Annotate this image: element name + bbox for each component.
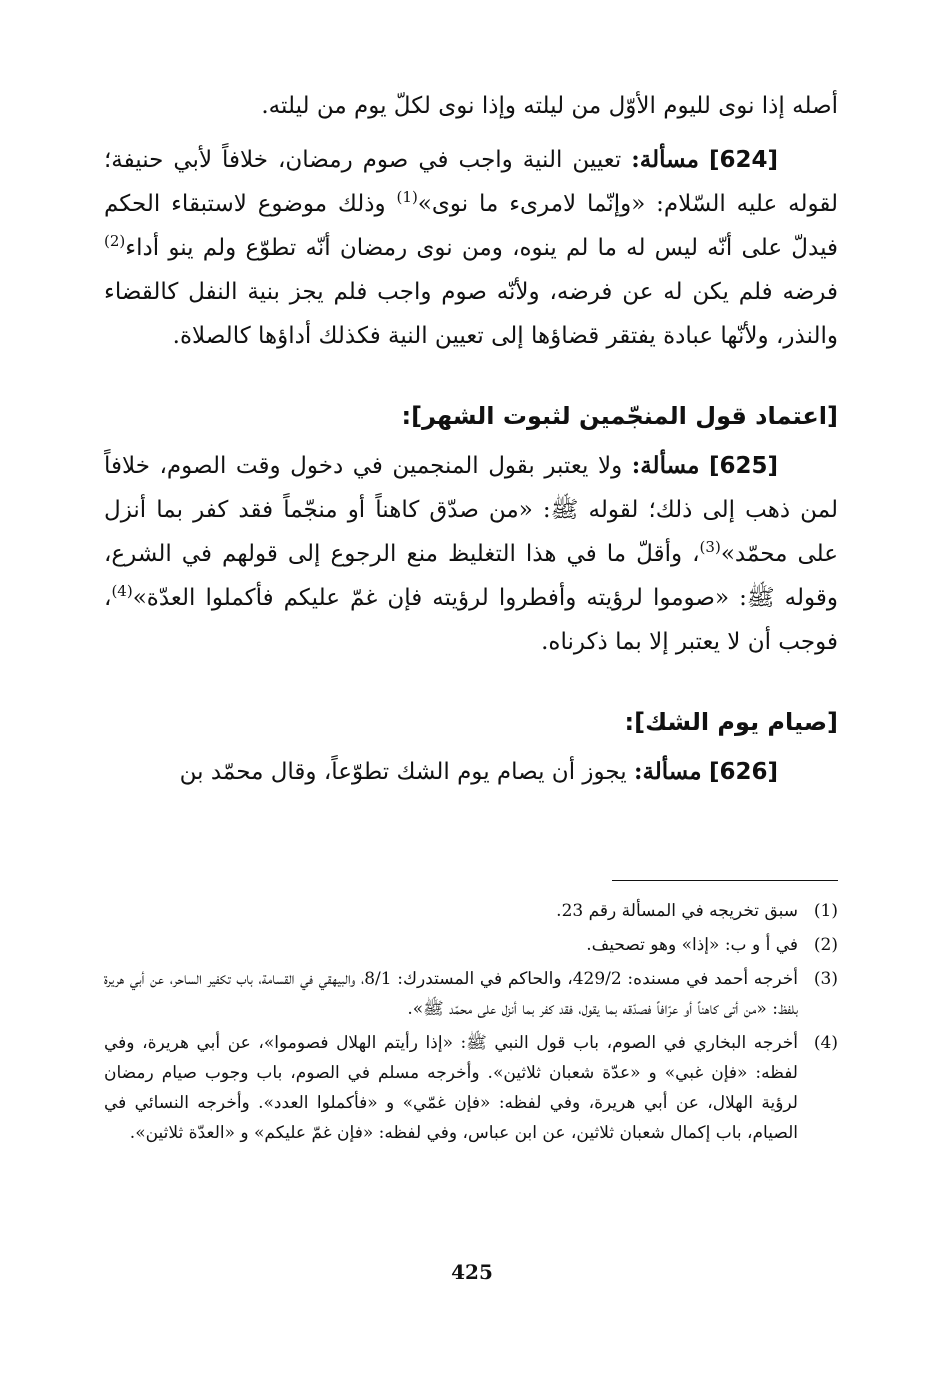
issue-text: ولا يعتبر بقول المنجمين في دخول وقت الصوم، خلافاً لمن ذهب إلى ذلك؛ لقوله ﷺ: «من صدّق كاهناً أو منجّماً فقد كفر بما أنزل على محمّد» xyxy=(104,453,838,567)
issue-label: مسألة: xyxy=(631,452,700,479)
issue-text: تعيين النية واجب في صوم رمضان، خلافاً لأبي حنيفة؛ لقوله عليه السّلام: «وإنّما لامرىء ما نوى» xyxy=(104,147,838,217)
footnote-text: في أ و ب: «إذا» وهو تصحيف. xyxy=(586,935,798,955)
footnotes xyxy=(104,896,838,1152)
footnote-ref[interactable]: (4) xyxy=(111,582,133,600)
intro-line: أصله إذا نوى لليوم الأوّل من ليلته وإذا نوى لكلّ يوم من ليلته. xyxy=(261,93,838,119)
issue-number: [625] xyxy=(708,453,779,479)
section-heading: [صيام يوم الشك]: xyxy=(624,708,838,736)
footnote-number: (3) xyxy=(813,969,838,989)
section-heading: [اعتماد قول المنجّمين لثبوت الشهر]: xyxy=(401,402,838,430)
main-text xyxy=(104,84,838,794)
footnote xyxy=(104,1028,838,1148)
page-number: 425 xyxy=(451,1260,493,1284)
issue-text: فرضه فلم يكن له عن فرضه، ولأنّه صوم واجب فلم يجز بنية النفل كالقضاء والنذر، ولأنّها عبادة يفتقر قضاؤها إلى تعيين النية فكذلك أداؤها كالصلاة. xyxy=(104,279,838,349)
issue-label: مسألة: xyxy=(633,758,702,785)
footnote-number: (2) xyxy=(813,935,838,955)
issue-label: مسألة: xyxy=(631,146,699,173)
issue-number: [624] xyxy=(708,147,778,173)
footnote-text: أخرجه البخاري في الصوم، باب قول النبي ﷺ: «إذا رأيتم الهلال فصوموا»، عن أبي هريرة، وفي لفظه: «فإن غبي» و «عدّة شعبان ثلاثين». وأخرجه مسلم في الصوم، باب وجوب صيام رمضان لرؤية الهلال، عن أبي هريرة، وفي لفظه: «فإن غمّي» و «فأكملوا العدد». وأخرجه النسائي في الصيام، باب إكمال شعبان ثلاثين، عن ابن عباس، وفي لفظه: «فإن غمّ عليكم» و «العدّة ثلاثين». xyxy=(104,1033,798,1143)
footnote-separator xyxy=(612,880,838,881)
footnote-number: (4) xyxy=(813,1033,838,1053)
issue-625 xyxy=(104,444,838,664)
footnote xyxy=(104,964,838,1024)
footnote-text: أخرجه أحمد في مسنده: 429/2، والحاكم في المستدرك: 8/1، والبيهقي في القسامة، باب تكفير الساحر، عن أبي هريرة بلفظ: «من أتى كاهناً أو عرّافاً فصدّقه بما يقول، فقد كفر بما أنزل على محمّد ﷺ». xyxy=(104,969,798,1019)
issue-text: وذلك موضوع لاستبقاء الحكم فيدلّ على أنّه ليس له ما لم ينوه، ومن نوى رمضان أنّه تطوّع ولم ينو أداء xyxy=(104,191,838,261)
footnote xyxy=(104,930,838,960)
issue-626 xyxy=(104,750,838,794)
issue-text: يجوز أن يصام يوم الشك تطوّعاً، وقال محمّد بن xyxy=(179,759,627,785)
footnote-text: سبق تخريجه في المسألة رقم 23. xyxy=(556,901,798,921)
footnote-ref[interactable]: (3) xyxy=(699,538,721,556)
footnote-number: (1) xyxy=(813,901,838,921)
issue-624 xyxy=(104,138,838,358)
issue-text: ، وأقلّ ما في هذا التغليظ منع الرجوع إلى قولهم في الشرع، وقوله ﷺ: «صوموا لرؤيته وأفطروا لرؤيته فإن غمّ عليكم فأكملوا العدّة» xyxy=(104,541,838,611)
issue-text: ، فوجب أن لا يعتبر إلا بما ذكرناه. xyxy=(104,585,838,655)
footnote xyxy=(104,896,838,926)
footnote-ref[interactable]: (1) xyxy=(396,188,418,206)
issue-number: [626] xyxy=(708,759,778,785)
footnote-ref[interactable]: (2) xyxy=(104,232,126,250)
